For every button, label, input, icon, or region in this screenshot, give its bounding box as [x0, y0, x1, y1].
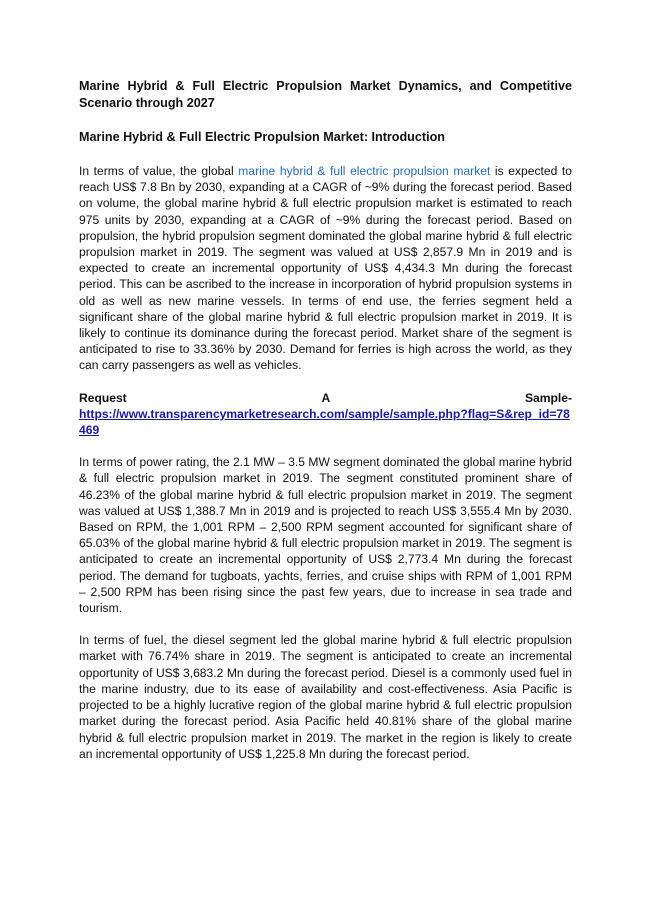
spacer	[79, 438, 572, 454]
request-word: Sample-	[524, 390, 572, 405]
section-heading-introduction: Marine Hybrid & Full Electric Propulsion Market: Introduction	[79, 130, 445, 144]
market-report-link[interactable]: marine hybrid & full electric propulsion market	[238, 164, 491, 178]
document-title: Marine Hybrid & Full Electric Propulsion Market Dynamics, and Competitive Scenario through 2027	[79, 79, 572, 110]
request-word: A	[321, 390, 331, 405]
request-word: Request	[79, 390, 127, 405]
paragraph-text: In terms of value, the global	[79, 164, 239, 178]
paragraph-fuel: In terms of fuel, the diesel segment led the global marine hybrid & full electric propulsion market with 76.74% share in 2019. The segment is anticipated to create an incremental opportunity of US$ 3,683.2 Mn during the forecast period. Diesel is a commonly used fuel in the marine industry, due to its ease of availability and cost-effectiveness. Asia Pacific is projected to be a highly lucrative region of the global marine hybrid & full electric propulsion market during the forecast period. Asia Pacific held 40.81% share of the global marine hybrid & full electric propulsion market in 2019. The market in the region is likely to create an incremental opportunity of US$ 1,225.8 Mn during the forecast period.	[79, 633, 572, 761]
paragraph-value-overview	[79, 163, 572, 374]
paragraph-text: is expected to reach US$ 7.8 Bn by 2030, expanding at a CAGR of ~9% during the forecast period. Based on volume, the global marine hybrid & full electric propulsion market is estimated to reach 975 units by 2030, expanding at a CAGR of ~9% during the forecast period. Based on propulsion, the hybrid propulsion segment dominated the global marine hybrid & full electric propulsion market in 2019. The segment was valued at US$ 2,857.9 Mn in 2019 and is expected to create an incremental opportunity of US$ 4,434.3 Mn during the forecast period. This can be ascribed to the increase in incorporation of hybrid propulsion systems in old as well as new marine vessels. In terms of end use, the ferries segment held a significant share of the global marine hybrid & full electric propulsion market in 2019. It is likely to continue its dominance during the forecast period. Market share of the segment is anticipated to rise to 33.36% by 2030. Demand for ferries is high across the world, as they can carry passengers as well as vehicles.	[79, 164, 572, 373]
request-sample-label	[79, 390, 572, 406]
request-sample-link[interactable]: https://www.transparencymarketresearch.com/sample/sample.php?flag=S&rep_id=78469	[79, 406, 570, 438]
paragraph-power-rating: In terms of power rating, the 2.1 MW – 3.5 MW segment dominated the global marine hybrid & full electric propulsion market in 2019. The segment constituted prominent share of 46.23% of the global marine hybrid & full electric propulsion market in 2019. The segment was valued at US$ 1,388.7 Mn in 2019 and is projected to reach US$ 3,555.4 Mn by 2030. Based on RPM, the 1,001 RPM – 2,500 RPM segment accounted for significant share of 65.03% of the global marine hybrid & full electric propulsion market in 2019. The segment is anticipated to create an incremental opportunity of US$ 2,773.4 Mn during the forecast period. The demand for tugboats, yachts, ferries, and cruise ships with RPM of 1,001 RPM – 2,500 RPM has been rising since the past few years, due to increase in sea trade and tourism.	[79, 455, 572, 616]
